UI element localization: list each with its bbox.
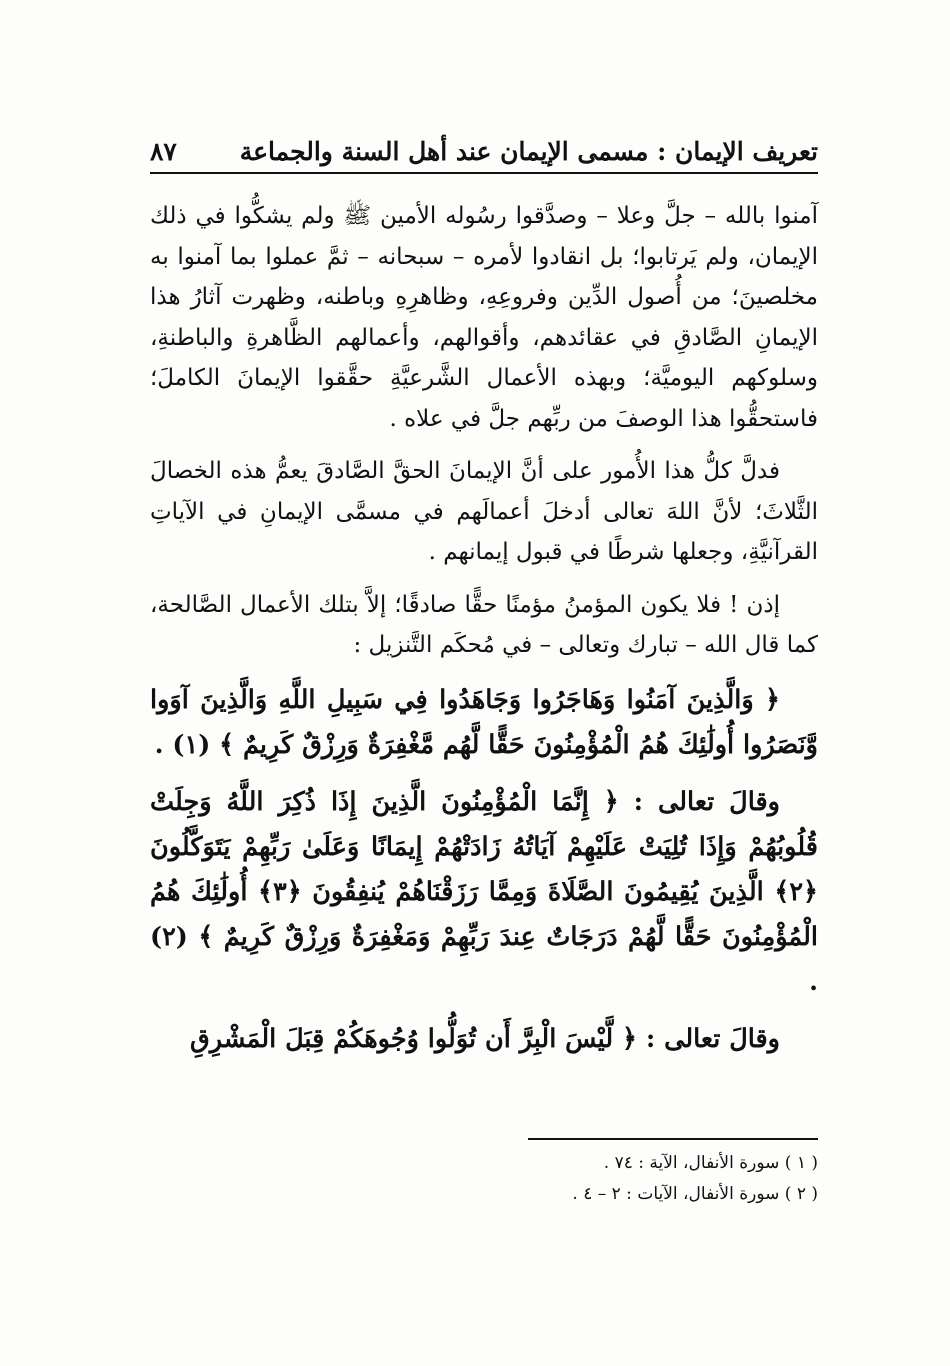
footnote-1: ( ١ ) سورة الأنفال، الآية : ٧٤ . [603,1153,818,1173]
paragraph-1: آمنوا بالله – جلَّ وعلا – وصدَّقوا رسُوله الأمين ﷺ ولم يشكُّوا في ذلك الإيمان، ولم يَرتابوا؛ بل انقادوا لأمره – سبحانه – ثمَّ عملوا بما آمنوا به مخلصينَ؛ من أُصول الدِّين وفروعِهِ، وظاهرِهِ وباطنه، وظهرت آثارُ هذا الإيمانِ الصَّادقِ في عقائدهم، وأقوالهم، وأعمالهم الظَّاهرةِ والباطنةِ، وسلوكهم اليوميَّة؛ وبهذه الأعمال الشَّرعيَّةِ حقَّقوا الإيمانَ الكاملَ؛ فاستحقُّوا هذا الوصفَ من ربِّهم جلَّ في علاه . [150,203,818,432]
page-number: ٨٧ [150,137,177,166]
quran-verse-2: وقالَ تعالى : ﴿ إِنَّمَا الْمُؤْمِنُونَ الَّذِينَ إِذَا ذُكِرَ اللَّهُ وَجِلَتْ قُلُوبُهُمْ وَإِذَا تُلِيَتْ عَلَيْهِمْ آيَاتُهُ زَادَتْهُمْ إِيمَانًا وَعَلَىٰ رَبِّهِمْ يَتَوَكَّلُونَ ﴿٢﴾ الَّذِينَ يُقِيمُونَ الصَّلَاةَ وَمِمَّا رَزَقْنَاهُمْ يُنفِقُونَ ﴿٣﴾ أُولَٰئِكَ هُمُ الْمُؤْمِنُونَ حَقًّا لَّهُمْ دَرَجَاتٌ عِندَ رَبِّهِمْ وَمَغْفِرَةٌ وَرِزْقٌ كَرِيمٌ ﴾ (٢) . [150,786,818,997]
quran-verse-3: وقالَ تعالى : ﴿ لَّيْسَ الْبِرَّ أَن تُوَلُّوا وُجُوهَكُمْ قِبَلَ الْمَشْرِقِ [190,1023,780,1054]
quran-verse-1: ﴿ وَالَّذِينَ آمَنُوا وَهَاجَرُوا وَجَاهَدُوا فِي سَبِيلِ اللَّهِ وَالَّذِينَ آوَوا وَّنَصَرُوا أُولَٰئِكَ هُمُ الْمُؤْمِنُونَ حَقًّا لَّهُم مَّغْفِرَةٌ وَرِزْقٌ كَرِيمٌ ﴾ (١) . [150,684,818,760]
footnote-divider [528,1138,818,1140]
paragraph-3: إذن ! فلا يكون المؤمنُ مؤمنًا حقًّا صادقًا؛ إلاَّ بتلك الأعمال الصَّالحة، كما قال الله – تبارك وتعالى – في مُحكَم التَّنزيل : [150,591,818,658]
paragraph-2: فدلَّ كلُّ هذا الأُمور على أنَّ الإيمانَ الحقَّ الصَّادقَ يعمُّ هذه الخصالَ الثَّلاثَ؛ لأنَّ اللهَ تعالى أدخلَ أعمالَهم في مسمَّى الإيمانِ في الآياتِ القرآنيَّةِ، وجعلها شرطًا في قبول إيمانهم . [150,458,818,565]
running-title: تعريف الإيمان : مسمى الإيمان عند أهل السنة والجماعة [239,137,818,166]
page-body [150,196,818,1074]
footnote-2: ( ٢ ) سورة الأنفال، الآيات : ٢ – ٤ . [572,1184,818,1204]
running-header [150,128,818,174]
footnotes [418,1148,818,1210]
